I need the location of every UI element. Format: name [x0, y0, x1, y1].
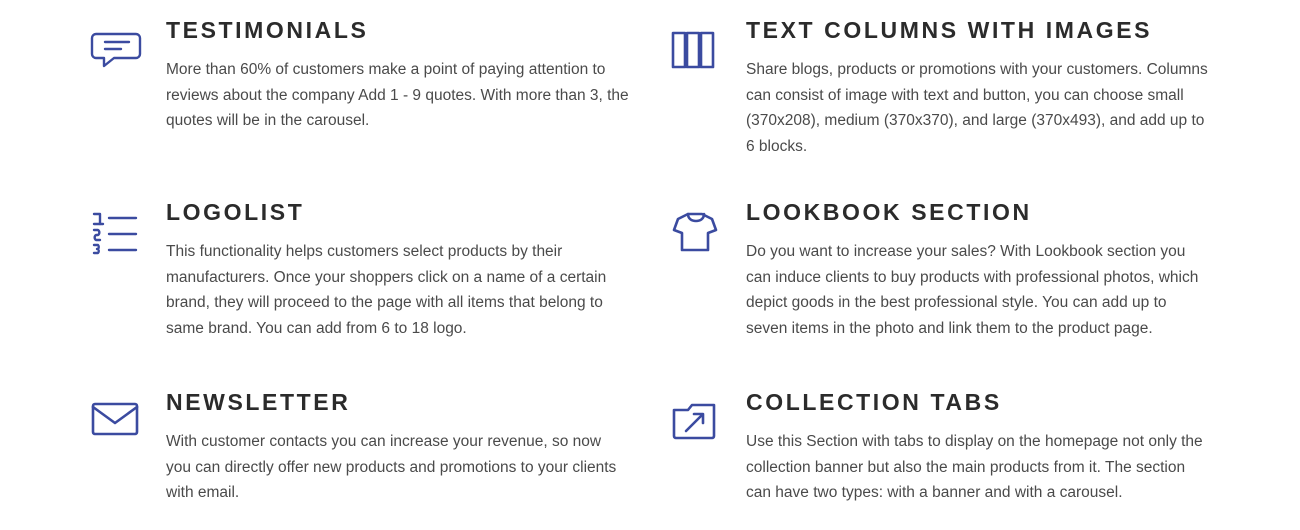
feature-text: This functionality helps customers select products by their manufacturers. Once your shoppers click on a name of a certain brand, they will proceed to the page with all items that belong to same brand. You can add from 6 to 18 logo. [166, 243, 607, 337]
feature-text: Share blogs, products or promotions with your customers. Columns can consist of image with text and button, you can choose small (370x208), medium (370x370), and large (370x493), and add up to 6 blocks. [746, 61, 1208, 155]
feature-body [746, 390, 1210, 506]
feature-body [746, 200, 1210, 341]
feature-text: Do you want to increase your sales? With Lookbook section you can induce clients to buy products with professional photos, which depict goods in the best professional style. You can add up to seven items in the photo and link them to the product page. [746, 243, 1199, 337]
feature-text: Use this Section with tabs to display on the homepage not only the collection banner but also the main products from it. The section can have two types: with a banner and with a carousel. [746, 433, 1203, 502]
feature-testimonials [90, 18, 670, 200]
logolist-icon [90, 200, 166, 256]
feature-text: More than 60% of customers make a point of paying attention to reviews about the company Add 1 - 9 quotes. With more than 3, the quotes will be in the carousel. [166, 61, 629, 130]
feature-collection-tabs [670, 390, 1250, 530]
feature-body [166, 18, 630, 134]
feature-body [746, 18, 1210, 159]
feature-text-columns-with-images [670, 18, 1250, 200]
feature-title: NEWSLETTER [166, 389, 351, 415]
text-columns-with-images-icon [670, 18, 746, 74]
collection-tabs-icon [670, 390, 746, 444]
feature-body [166, 200, 630, 341]
feature-title: LOGOLIST [166, 199, 305, 225]
tshirt-icon [670, 200, 746, 256]
feature-text: With customer contacts you can increase your revenue, so now you can directly offer new products and promotions to your clients with email. [166, 433, 617, 502]
feature-title: TEXT COLUMNS WITH IMAGES [746, 17, 1153, 43]
feature-title: LOOKBOOK SECTION [746, 199, 1032, 225]
feature-body [166, 390, 630, 506]
feature-title: TESTIMONIALS [166, 17, 369, 43]
feature-newsletter [90, 390, 670, 530]
feature-lookbook-section [670, 200, 1250, 390]
speech-bubbles-icon [90, 18, 166, 74]
envelope-icon [90, 390, 166, 440]
feature-logolist [90, 200, 670, 390]
feature-title: COLLECTION TABS [746, 389, 1002, 415]
